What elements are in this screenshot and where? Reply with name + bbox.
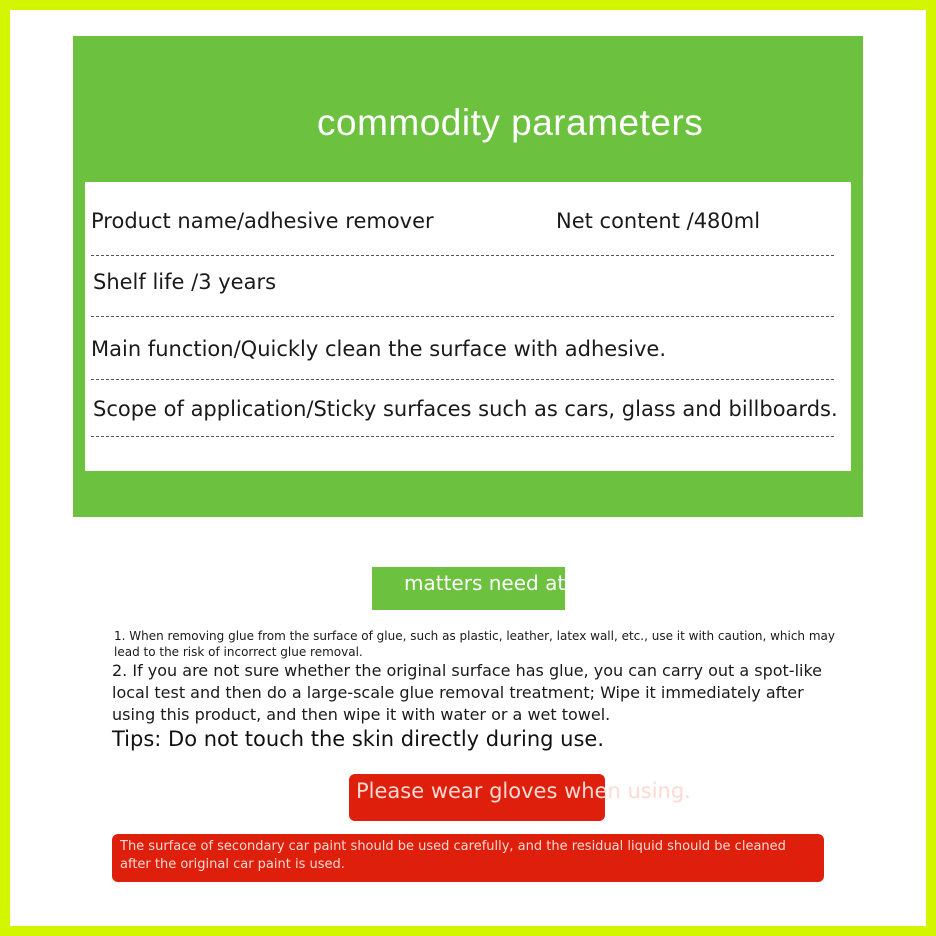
- attention-note-2: 2. If you are not sure whether the original surface has glue, you can carry out a spot-like local test and then do a large-scale glue removal treatment; Wipe it immediately after using this product, and then wipe it with water or a wet towel.: [112, 661, 823, 724]
- shelf-life: Shelf life /3 years: [93, 270, 277, 294]
- net-content: Net content /480ml: [556, 209, 761, 233]
- parameter-row-name: [91, 182, 834, 256]
- commodity-parameters-panel: [73, 36, 863, 517]
- car-paint-warning: The surface of secondary car paint should be used carefully, and the residual liquid should be cleaned after the original car paint is used.: [120, 839, 786, 872]
- scope-of-application: Scope of application/Sticky surfaces such as cars, glass and billboards.: [93, 397, 838, 421]
- attention-heading: matters need attention: [404, 571, 637, 595]
- attention-note-1: 1. When removing glue from the surface of glue, such as plastic, leather, latex wall, etc., use it with caution, which may lead to the risk of incorrect glue removal.: [114, 629, 835, 659]
- parameters-table: [85, 182, 851, 471]
- main-function: Main function/Quickly clean the surface with adhesive.: [91, 337, 667, 361]
- parameters-title: commodity parameters: [317, 102, 704, 143]
- parameter-row-function: [91, 317, 834, 380]
- parameter-row-scope: [91, 380, 838, 437]
- tips-text: Tips: Do not touch the skin directly during use.: [112, 727, 605, 751]
- product-name: Product name/adhesive remover: [91, 209, 434, 233]
- gloves-warning: Please wear gloves when using.: [356, 779, 691, 803]
- parameter-row-shelf-life: [91, 256, 834, 317]
